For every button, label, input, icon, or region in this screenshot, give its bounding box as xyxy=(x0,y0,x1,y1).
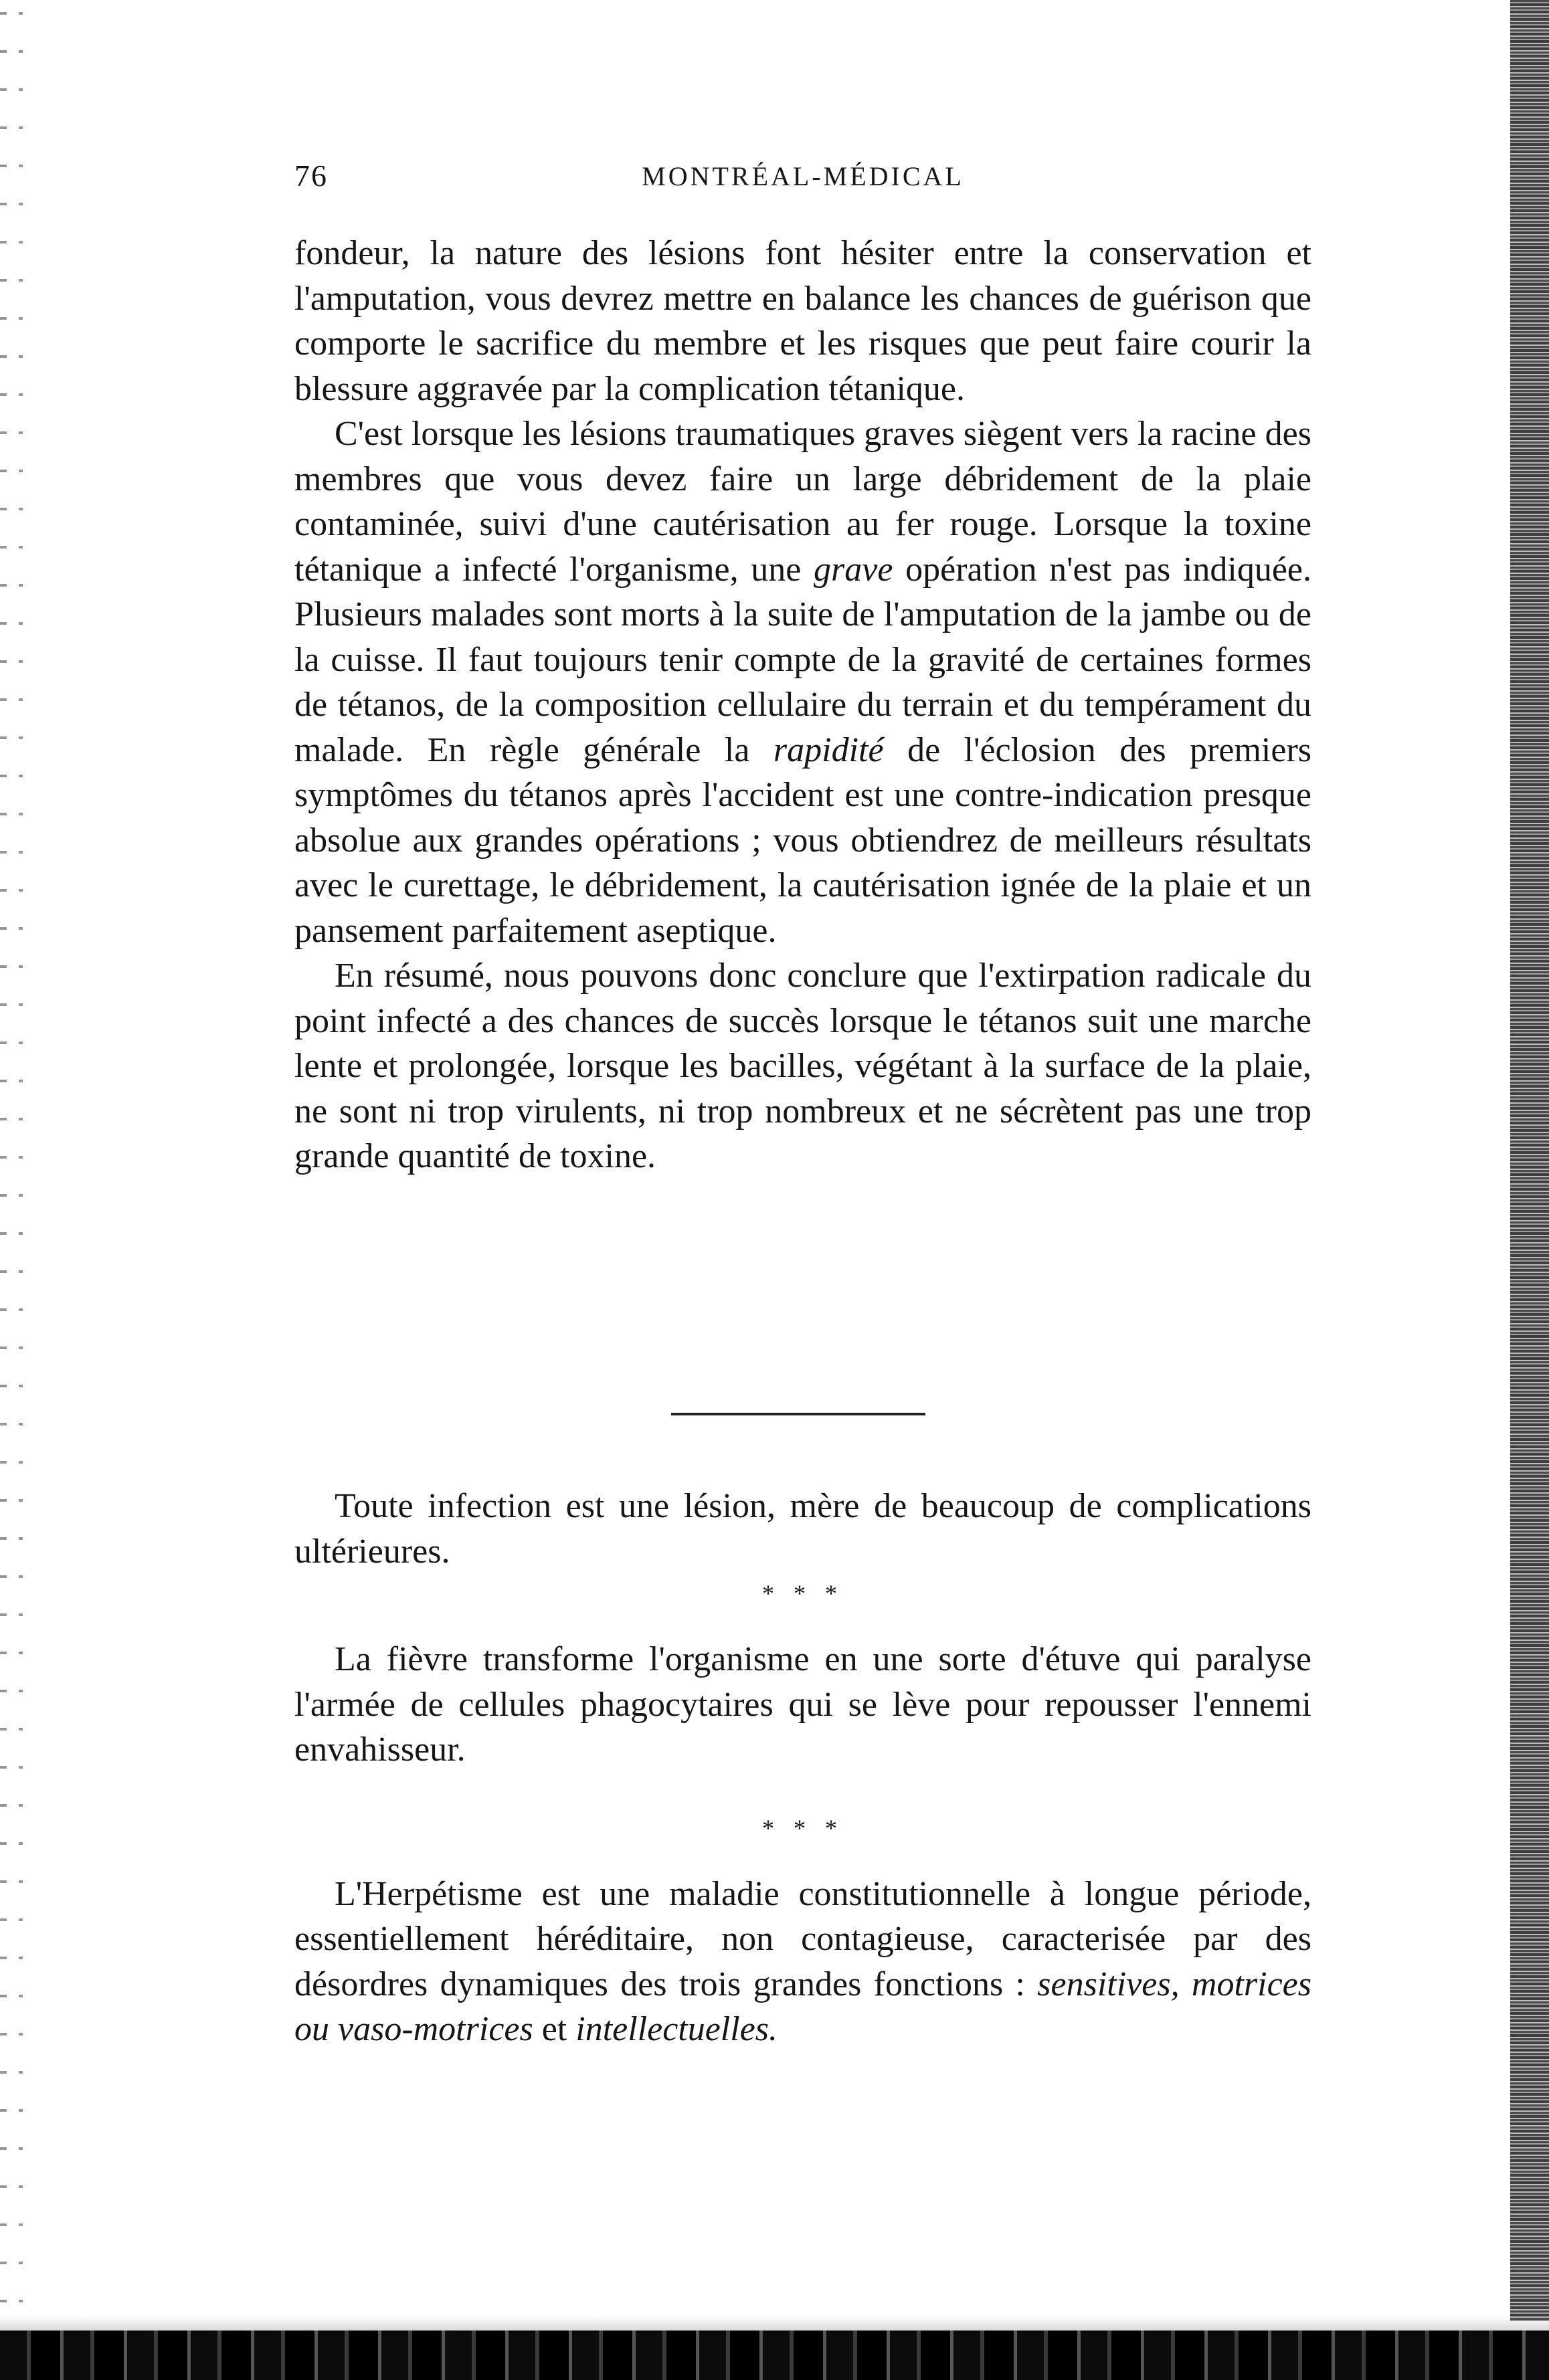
paragraph-text: de l'éclosion des premiers symptômes du tétanos après l'accident est une contre-indication presque absolue aux grandes opérations ; vous obtiendrez de meilleurs résultats avec le curettage, le débridement, la cautérisation ignée de la plaie et un pansement parfaitement aseptique. xyxy=(294,730,1312,950)
paragraph-text: opération n'est pas indiquée. Plusieurs malades sont morts à la suite de l'amputation de la jambe ou de la cuisse. Il faut toujours tenir compte de la gravité de certaines formes de tétanos, de la composition cellulaire du terrain et du tempérament du malade. En règle générale la xyxy=(294,550,1311,769)
italic-word: ou xyxy=(294,2010,329,2048)
paragraph-text: C'est lorsque les lésions traumatiques graves siègent vers la racine des membres que vous devez faire un large débridement de la plaie contaminée, suivi d'une cautérisation au fer rouge. Lorsque la toxine tétanique a infecté l'organisme, une xyxy=(294,415,1311,589)
scan-bottom-shadow xyxy=(0,2316,1549,2331)
running-header xyxy=(294,158,1311,205)
paragraph-debridement xyxy=(294,411,1311,953)
aphorism-infection: Toute infection est une lésion, mère de beaucoup de complications ultérieures. xyxy=(294,1487,1311,1571)
italic-word: motrices xyxy=(1191,1965,1311,2003)
paragraph-summary: En résumé, nous pouvons donc conclure que l'extirpation radicale du point infecté a des chances de succès lorsque le tétanos suit une marche lente et prolongée, lorsque les bacilles, végétant à la surface de la plaie, ne sont ni trop virulents, ni trop nombreux et ne sécrètent pas une trop grande quantité de toxine. xyxy=(294,957,1311,1175)
asterism: * * * xyxy=(762,1580,844,1607)
aphorism-fever: La fièvre transforme l'organisme en une sorte d'étuve qui paralyse l'armée de cellules phagocytaires qui se lève pour repousser l'ennemi envahisseur. xyxy=(294,1640,1311,1769)
page-number: 76 xyxy=(294,159,328,193)
paragraph-text: L'Herpétisme est une maladie constitutionnelle à longue période, essentiellement héréditaire, non contagieuse, caracterisée par des désordres dynamiques des trois grandes fonctions : xyxy=(294,1874,1311,2003)
aphorism-herpetism xyxy=(294,1872,1311,2052)
section-divider xyxy=(671,1413,925,1415)
paragraph-text: et xyxy=(533,2010,576,2048)
asterism: * * * xyxy=(762,1814,844,1842)
italic-word: grave xyxy=(814,550,893,589)
scan-right-edge xyxy=(1510,0,1549,2321)
scan-bottom-edge xyxy=(0,2331,1549,2380)
running-title: MONTRÉAL-MÉDICAL xyxy=(642,161,964,191)
italic-word: rapidité xyxy=(773,730,884,769)
aphorisms xyxy=(294,1484,1311,2052)
paragraph-continued: fondeur, la nature des lésions font hésiter entre la conservation et l'amputation, vous devrez mettre en balance les chances de guérison que comporte le sacrifice du membre et les risques que peut faire courir la blessure aggravée par la complication tétanique. xyxy=(294,234,1311,408)
italic-word: intellectuelles. xyxy=(575,2010,778,2048)
italic-word: vaso-motrices xyxy=(338,2010,533,2048)
scan-left-edge xyxy=(0,0,80,2380)
main-text xyxy=(294,231,1311,1179)
italic-word: sensitives, xyxy=(1037,1965,1180,2003)
